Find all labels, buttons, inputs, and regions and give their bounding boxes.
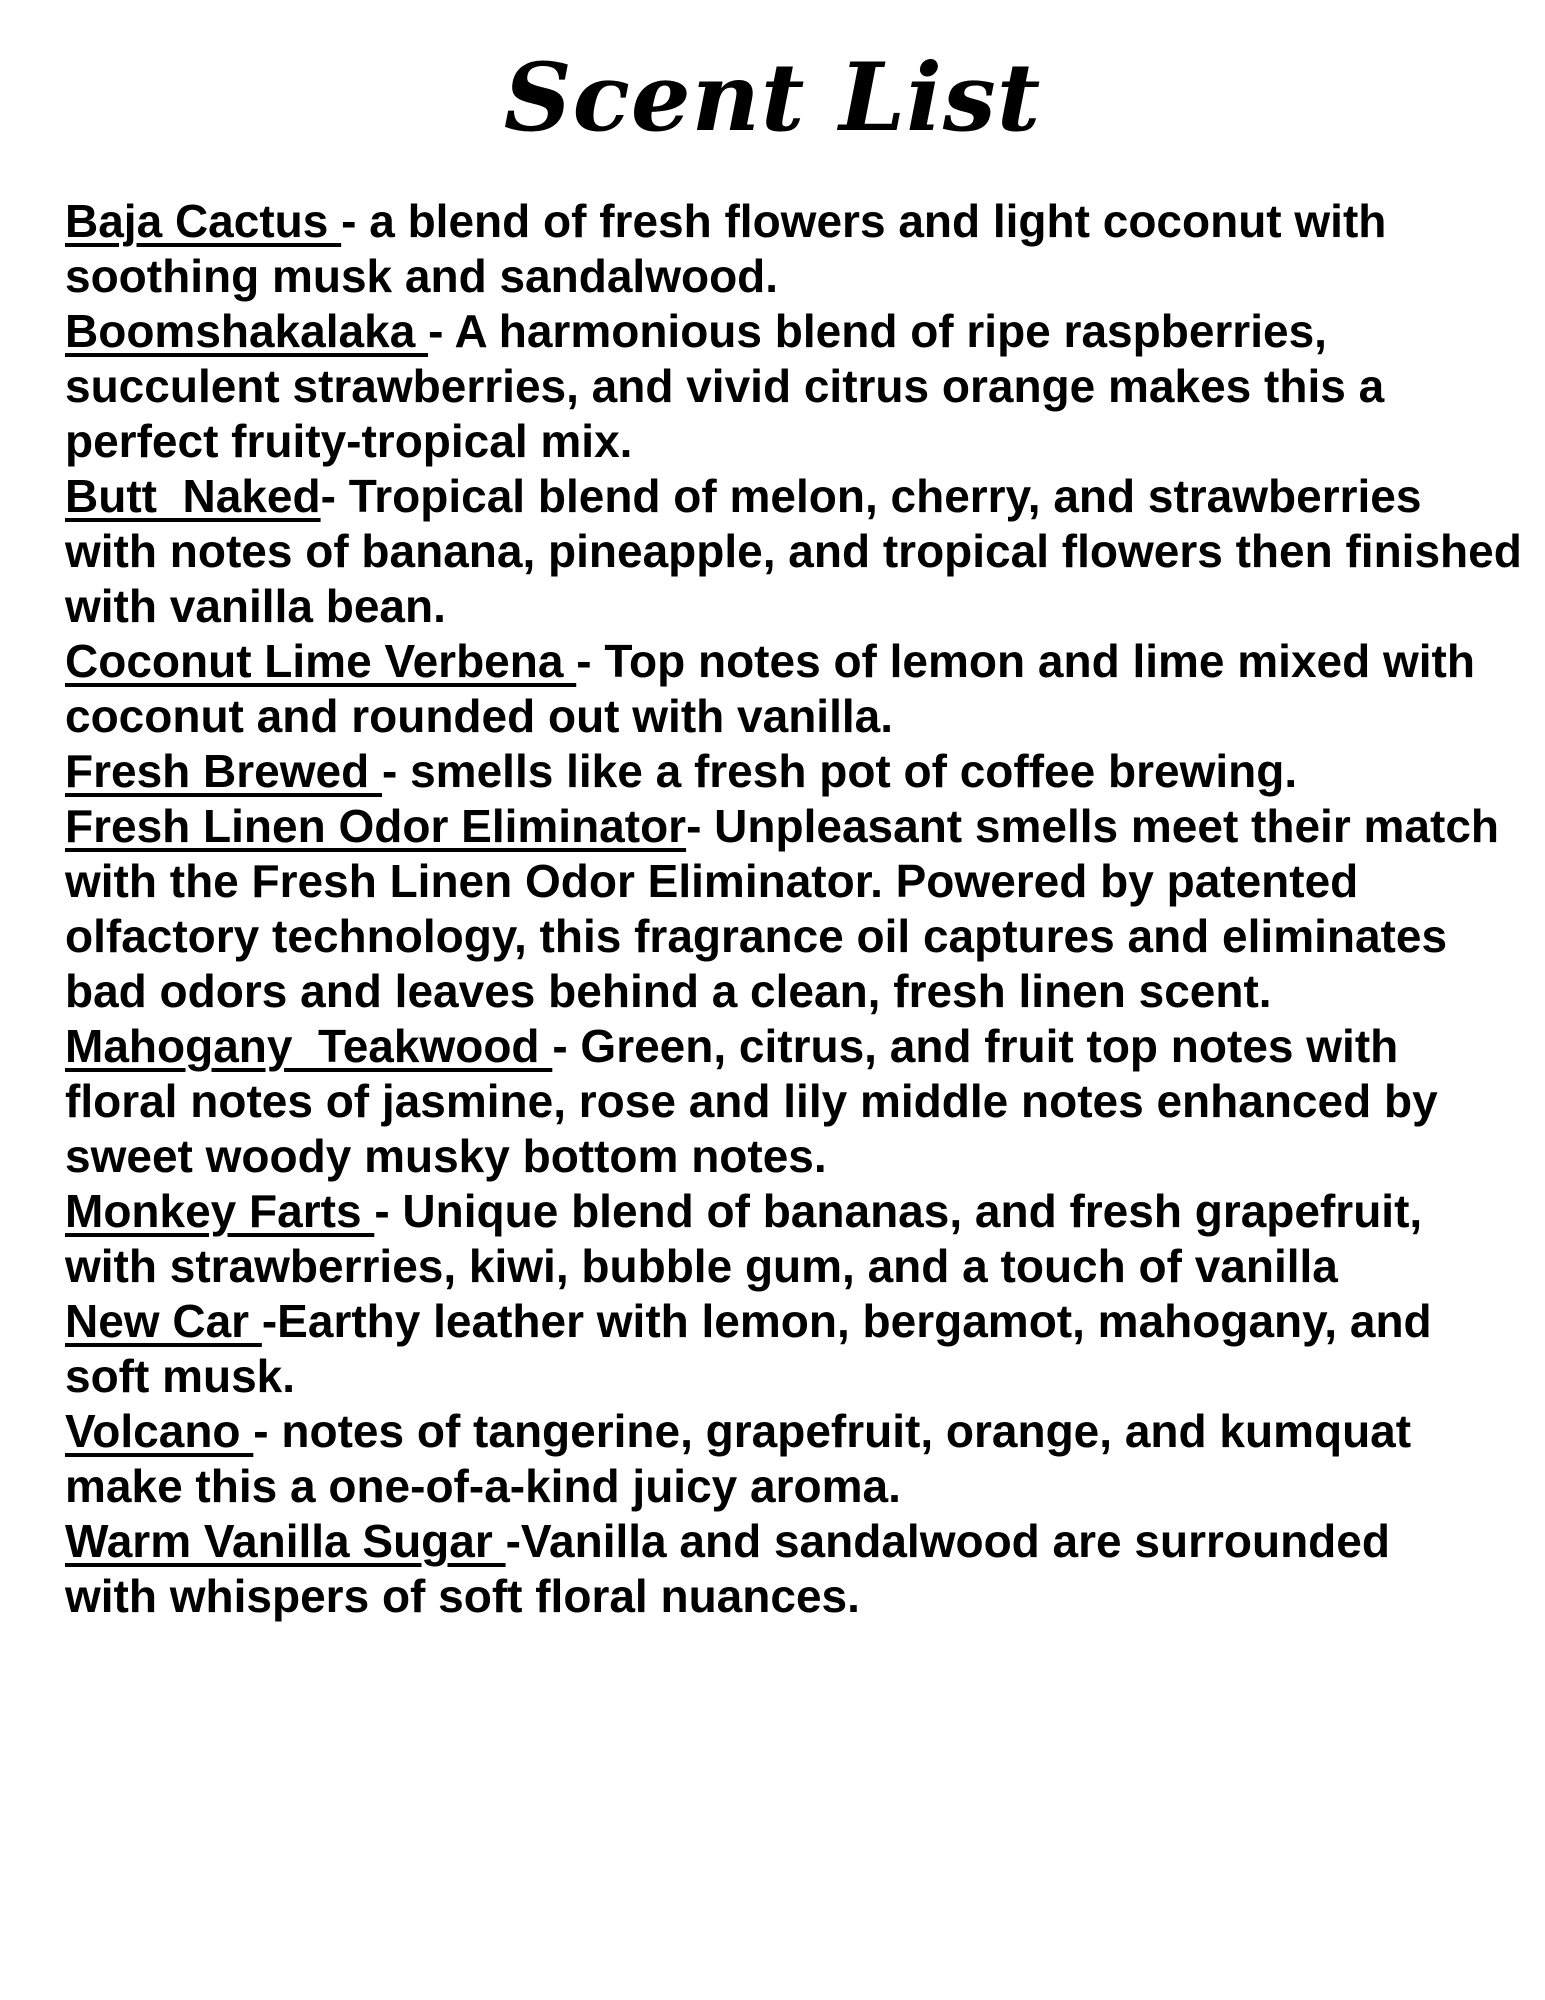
scent-description-text: - A harmonious blend of ripe raspberries, (428, 305, 1327, 357)
scent-line (65, 1514, 1545, 1569)
scent-line: bad odors and leaves behind a clean, fresh linen scent. (65, 965, 1272, 1017)
scent-name: Fresh Brewed (65, 745, 382, 797)
scent-name: Fresh Linen Odor Eliminator (65, 800, 687, 852)
scent-line: soothing musk and sandalwood. (65, 250, 779, 302)
scent-line (65, 194, 1545, 249)
scent-entry-warm-vanilla-sugar (65, 1514, 1545, 1624)
scent-entry-butt-naked (65, 469, 1545, 634)
scent-entry-monkey-farts (65, 1184, 1545, 1294)
scent-name: Baja Cactus (65, 195, 342, 247)
scent-line: olfactory technology, this fragrance oil captures and eliminates (65, 910, 1448, 962)
scent-description-text: - notes of tangerine, grapefruit, orange, and kumquat (253, 1405, 1412, 1457)
scent-line: sweet woody musky bottom notes. (65, 1130, 827, 1182)
scent-line: make this a one-of-a-kind juicy aroma. (65, 1460, 901, 1512)
scent-description-text: -Earthy leather with lemon, bergamot, mahogany, and (261, 1295, 1432, 1347)
scent-entry-coconut-lime-verbena (65, 634, 1545, 744)
scent-line (65, 634, 1545, 689)
scent-description-text: - Green, citrus, and fruit top notes with (552, 1020, 1399, 1072)
scent-line (65, 1019, 1545, 1074)
scent-line (65, 1294, 1545, 1349)
scent-entry-new-car (65, 1294, 1545, 1404)
scent-line (65, 304, 1545, 359)
scent-entry-fresh-linen-odor-eliminator (65, 799, 1545, 1019)
scent-line (65, 1404, 1545, 1459)
scent-line: with notes of banana, pineapple, and tropical flowers then finished (65, 525, 1522, 577)
scent-line: with vanilla bean. (65, 580, 446, 632)
scent-line (65, 469, 1545, 524)
scent-description-text: - Unique blend of bananas, and fresh grapefruit, (374, 1185, 1423, 1237)
scent-description-text: - a blend of fresh flowers and light coconut with (341, 195, 1387, 247)
page-title: Scent List (503, 43, 1042, 153)
scent-description-text: - Top notes of lemon and lime mixed with (576, 635, 1475, 687)
scent-name: New Car (65, 1295, 262, 1347)
scent-line (65, 799, 1545, 854)
scent-list (65, 194, 1545, 1624)
scent-description-text: - Unpleasant smells meet their match (686, 800, 1500, 852)
scent-entry-fresh-brewed (65, 744, 1545, 799)
scent-line: succulent strawberries, and vivid citrus orange makes this a (65, 360, 1385, 412)
scent-name: Monkey Farts (65, 1185, 375, 1237)
scent-name: Mahogany Teakwood (65, 1020, 553, 1072)
scent-name: Warm Vanilla Sugar (65, 1515, 506, 1567)
scent-line: coconut and rounded out with vanilla. (65, 690, 893, 742)
scent-entry-volcano (65, 1404, 1545, 1514)
scent-entry-boomshakalaka (65, 304, 1545, 469)
scent-name: Butt Naked (65, 470, 321, 522)
scent-entry-mahogany-teakwood (65, 1019, 1545, 1184)
scent-name: Boomshakalaka (65, 305, 429, 357)
scent-entry-baja-cactus (65, 194, 1545, 304)
scent-line: with whispers of soft floral nuances. (65, 1570, 860, 1622)
scent-description-text: - Tropical blend of melon, cherry, and strawberries (320, 470, 1422, 522)
scent-description-text: - smells like a fresh pot of coffee brewing. (382, 745, 1298, 797)
scent-line: with the Fresh Linen Odor Eliminator. Powered by patented (65, 855, 1359, 907)
scent-line: soft musk. (65, 1350, 296, 1402)
scent-line: perfect fruity-tropical mix. (65, 415, 633, 467)
scent-name: Volcano (65, 1405, 254, 1457)
scent-line: with strawberries, kiwi, bubble gum, and a touch of vanilla (65, 1240, 1338, 1292)
scent-name: Coconut Lime Verbena (65, 635, 577, 687)
scent-description-text: -Vanilla and sandalwood are surrounded (505, 1515, 1390, 1567)
scent-line (65, 1184, 1545, 1239)
scent-line: floral notes of jasmine, rose and lily middle notes enhanced by (65, 1075, 1438, 1127)
scent-line (65, 744, 1545, 799)
